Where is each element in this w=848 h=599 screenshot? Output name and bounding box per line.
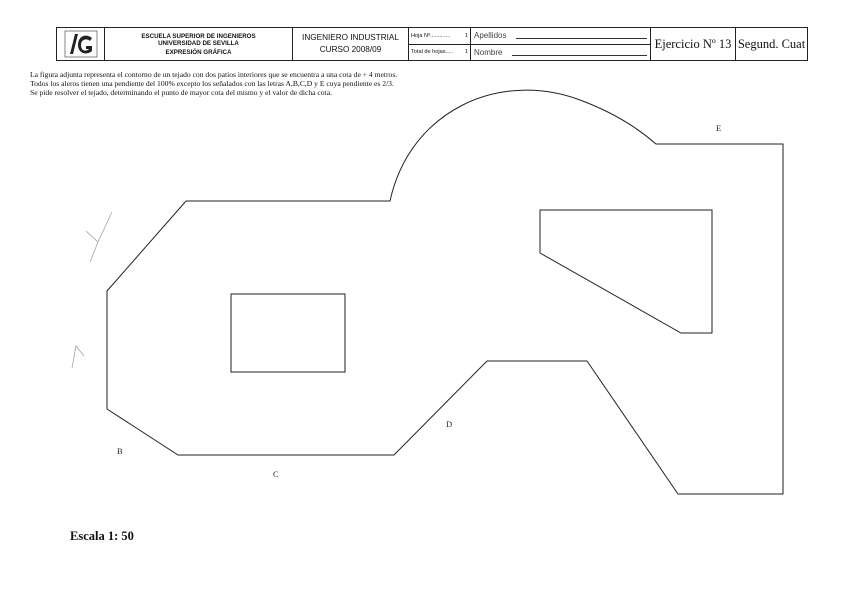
total-sheets-value: 1: [464, 49, 468, 56]
department-name: EXPRESIÓN GRÁFICA: [165, 48, 232, 56]
course-year: CURSO 2008/09: [319, 45, 382, 54]
edge-label-d: D: [446, 419, 453, 429]
exercise-number: Ejercicio Nº 13: [651, 28, 736, 60]
total-sheets-label: Total de hojas.....: [411, 49, 454, 56]
sheet-number-label: Hoja Nº.............: [411, 32, 451, 39]
edge-label-c: C: [273, 469, 279, 479]
university-name: UNIVERSIDAD DE SEVILLA: [158, 39, 239, 47]
school-name: ESCUELA SUPERIOR DE INGENIEROS: [141, 32, 256, 40]
edge-label-e: E: [716, 123, 722, 133]
rectangular-courtyard: [231, 294, 345, 372]
statement-line-2: Todos los aleros tienen una pendiente del 100% excepto los señalados con las letras A,B,C,D y E cuya pendiente es 2/3.: [30, 79, 394, 89]
scale-label: Escala 1: 50: [70, 529, 134, 543]
statement-line-1: La figura adjunta representa el contorno de un tejado con dos patios interiores que se encuentra a una cota de + 4 metros.: [30, 70, 398, 79]
roof-outline: [107, 90, 783, 494]
term-label: Segund. Cuat: [737, 36, 806, 51]
edge-label-b: B: [117, 446, 123, 456]
pencil-mark: [72, 346, 84, 368]
statement-line-3: Se pide resolver el tejado, determinando el punto de mayor cota del mismo y el valor de dicha cota.: [30, 88, 332, 98]
name-label: Nombre: [474, 47, 503, 57]
trapezoidal-courtyard: [540, 210, 712, 333]
degree-name: INGENIERO INDUSTRIAL: [302, 33, 399, 42]
surname-label: Apellidos: [474, 31, 507, 41]
sheet-number-value: 1: [464, 32, 468, 39]
pencil-mark: [86, 212, 112, 262]
